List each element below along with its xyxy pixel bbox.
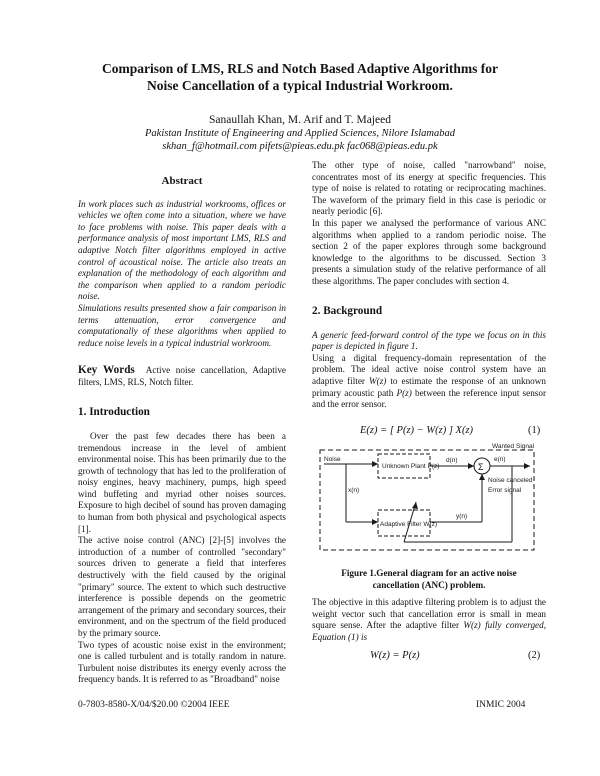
introduction-paragraph-3: Two types of acoustic noise exist in the environment; one is called turbulent and is totally random in nature. Turbulent noise distributes its energy evenly across the frequency bands. It is referred to as "Broadband" noise [78, 639, 286, 685]
signal-label: Signal [516, 443, 535, 450]
introduction-paragraph-2: The active noise control (ANC) [2]-[5] involves the introduction of a number of controlled "secondary" sources driven to generate a field that interferes destructively with the field caused by the original "primary" source. The extent to which such destructive interference is possible depends on the geometric arrangement of the primary and secondary sources, their environment, and on the spectrum of the field produced by the primary source. [78, 535, 286, 638]
plant-label: Unknown Plant P(z) [382, 463, 440, 470]
keywords [78, 363, 286, 389]
keywords-label: Key Words [78, 364, 135, 377]
y-label: y(n) [456, 513, 468, 520]
caption-line-1: Figure 1.General diagram for an active noise [341, 568, 517, 578]
filter-label: Adaptive Filter W(z) [380, 521, 438, 528]
paper-authors: Sanaullah Khan, M. Arif and T. Majeed [209, 114, 391, 126]
background-heading: 2. Background [312, 304, 383, 317]
footer-copyright: 0-7803-8580-X/04/$20.00 ©2004 IEEE [78, 700, 230, 710]
paper-title-line-2: Noise Cancellation of a typical Industrial Workroom. [147, 78, 453, 93]
arrow-head-filter [372, 519, 378, 525]
background-paragraph-1: A generic feed-forward control of the type we focus on in this paper is depicted in figure 1. [312, 329, 546, 352]
e-label: e(n) [494, 456, 506, 463]
arrow-head-plant [372, 461, 378, 467]
right-intro-paragraph-1: The other type of noise, called "narrowband" noise, concentrates most of its energy at specific frequencies. This type of noise is related to rotating or reciprocating machines. The waveform of the primary field in this case is periodic or nearly periodic [6]. [312, 160, 546, 217]
wz-symbol: W(z) [368, 375, 387, 386]
footer-conference: INMIC 2004 [476, 700, 526, 710]
right-column [312, 160, 546, 411]
background-p3-part-b: fully converged, Equation (1) is [312, 620, 547, 642]
introduction-heading: 1. Introduction [78, 405, 150, 418]
affiliation-line: Pakistan Institute of Engineering and Applied Sciences, Nilore Islamabad [145, 128, 455, 139]
d-label: d(n) [446, 457, 458, 464]
pz-symbol: P(z) [396, 387, 412, 398]
equation-1-number: (1) [528, 425, 541, 436]
arrow-head-output [524, 463, 530, 469]
right-intro-paragraph-2: In this paper we analysed the performance of various ANC algorithms when applied to a random periodic noise. The section 2 of the paper explores through some background knowledge to the algorithms to be discussed. Section 3 presents a simulation study of the relative performance of all these algorithms. The paper concludes with section 4. [312, 217, 546, 286]
wz-symbol-2: W(z) [463, 620, 481, 631]
noise-canceled-label: Noise canceled [488, 477, 533, 484]
wanted-label: Wanted [492, 443, 515, 450]
post-figure-text [312, 597, 546, 643]
paper-title [40, 60, 560, 94]
abstract-paragraph-1: In work places such as industrial workrooms, offices or vehicles we often come into a situation, where we have to face problems with noise. This paper deals with a performance analysis of most important LMS, RLS and adaptive Notch filter algorithms employed in active control of acoustical noise. The article also treats an explanation of the methodology of each algorithm and the comparison when applied to a random periodic noise. [78, 198, 286, 302]
background-p3-part-a: The objective in this adaptive filtering problem is to adjust the weight vector such that cancellation error is small in mean square sense. After the adaptive filter [312, 597, 546, 631]
abstract-heading: Abstract [161, 175, 203, 187]
caption-line-2: cancellation (ANC) problem. [372, 579, 486, 590]
keywords-text: Active noise cancellation, Adaptive filters, LMS, RLS, Notch filter. [78, 365, 286, 388]
x-label: x(n) [348, 487, 360, 494]
background-p2-part-a: Using a digital frequency-domain representation of the problem. The ideal active noise control system have an adaptive filter [312, 352, 546, 386]
email-line: skhan_f@hotmail.com pifets@pieas.edu.pk fac068@pieas.edu.pk [162, 141, 438, 152]
abstract-paragraph-2: Simulations results presented show a fair comparison in terms attenuation, error convergence and computationally of these algorithms when applied to reduce noise levels in a typical industrial workroom. [78, 302, 286, 348]
noise-label: Noise [324, 456, 341, 463]
background-p2-part-b: to estimate the response of an unknown primary acoustic path [312, 375, 546, 398]
paper-affiliation [40, 127, 560, 153]
arrow-head-sum-bottom [479, 474, 485, 480]
paper-title-line-1: Comparison of LMS, RLS and Notch Based Adaptive Algorithms for [101, 61, 499, 76]
background-p2-part-c: between the reference input sensor and the error sensor. [312, 387, 547, 410]
left-column [78, 176, 286, 686]
sum-symbol: Σ [478, 462, 484, 472]
equation-2-number: (2) [528, 650, 541, 661]
background-paragraph-3 [312, 597, 546, 643]
introduction-paragraph-1: Over the past few decades there has been a tremendous increase in the level of ambient environmental noise. This has been primarily due to the growth of technology that has led to the proliferation of noisy engines, heavy machinery, pumps, high speed wind buffeting and myriad other noises sources. Exposure to high decibel of sound has proven damaging to human from both physical and psychological aspects [1]. [78, 430, 286, 534]
background-paragraph-2 [312, 353, 546, 411]
arrow-head-sum [468, 463, 474, 469]
figure-1-caption [312, 568, 546, 591]
anc-block-diagram [316, 442, 546, 560]
error-signal-label: Error signal [488, 487, 522, 494]
equation-2: W(z) = P(z) [370, 650, 420, 661]
arrow-head-adapt [412, 502, 418, 509]
equation-1: E(z) = [ P(z) − W(z) ] X(z) [360, 425, 474, 436]
